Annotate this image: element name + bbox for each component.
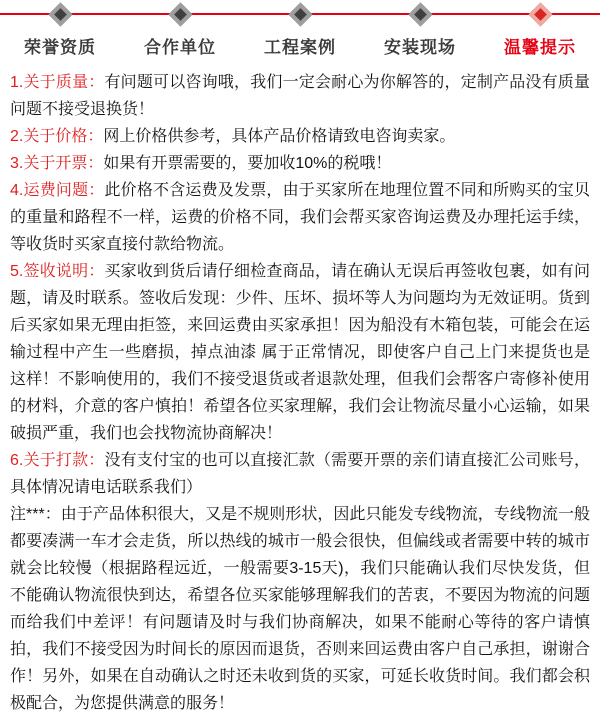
notice-label: 1.关于质量：: [10, 74, 105, 91]
tab-cooperation-units[interactable]: [120, 0, 240, 58]
notice-item-note: [10, 501, 590, 717]
tab-label: 工程案例: [264, 38, 336, 57]
notice-item-quality: [10, 69, 590, 123]
nav-tabs: [0, 0, 600, 58]
diamond-icon: [168, 3, 192, 26]
tips-content: [0, 58, 600, 717]
notice-item-invoice: [10, 150, 590, 177]
notice-label: 5.签收说明：: [10, 263, 105, 280]
diamond-icon: [528, 3, 552, 26]
notice-text: 此价格不含运费及发票，由于买家所在地理位置不同和所购买的宝贝的重量和路程不一样，运费的价格不同，我们会帮买家咨询运费及办理托运手续，等收货时买家直接付款给物流。: [10, 182, 590, 253]
notice-item-receiving: [10, 258, 590, 447]
notice-label: 6.关于打款：: [10, 452, 105, 469]
tab-installation-site[interactable]: [360, 0, 480, 58]
diamond-icon: [48, 3, 72, 26]
notice-label: 4.运费问题：: [10, 182, 105, 199]
notice-item-shipping: [10, 177, 590, 258]
tab-label: 安装现场: [384, 38, 456, 57]
notice-item-price: [10, 123, 590, 150]
tab-label: 荣誉资质: [24, 38, 96, 57]
notice-label: 2.关于价格：: [10, 128, 104, 145]
notice-text: 如果有开票需要的，要加收10%的税哦！: [103, 155, 392, 172]
tab-label: 温馨提示: [504, 38, 576, 57]
diamond-icon: [288, 3, 312, 26]
notice-text: 没有支付宝的也可以直接汇款（需要开票的亲们请直接汇公司账号，具体情况请电话联系我们）: [10, 452, 590, 496]
tab-honor-qualifications[interactable]: [0, 0, 120, 58]
tab-project-cases[interactable]: [240, 0, 360, 58]
notice-label: 3.关于开票：: [10, 155, 104, 172]
notice-text: 网上价格供参考，具体产品价格请致电咨询卖家。: [103, 128, 456, 145]
notice-item-payment: [10, 447, 590, 501]
section-nav: [0, 0, 600, 58]
tab-warm-tips-active[interactable]: [480, 0, 600, 58]
tab-label: 合作单位: [144, 38, 216, 57]
diamond-icon: [408, 3, 432, 26]
note-label: 注***：: [10, 506, 61, 523]
notice-text: 有问题可以咨询哦，我们一定会耐心为你解答的，定制产品没有质量问题不接受退换货！: [10, 74, 590, 118]
notice-text: 买家收到货后请仔细检查商品，请在确认无误后再签收包裹，如有问题，请及时联系。签收后发现：少件、压坏、损坏等人为问题均为无效证明。货到后买家如果无理由拒签，来回运费由买家承担！因为船没有木箱包装，可能会在运输过程中产生一些磨损，掉点油漆 属于正常情况，即使客户自己上门来提货也是这样！不影响使用的，我们不接受退货或者退款处理，但我们会帮客户寄修补使用的材料，介意的客户慎拍！希望各位买家理解，我们会让物流尽量小心运输，如果破损严重，我们也会找物流协商解决！: [10, 263, 590, 442]
note-text: 由于产品体积很大，又是不规则形状，因此只能发专线物流，专线物流一般都要凑满一车才会走货，所以热线的城市一般会很快，但偏线或者需要中转的城市就会比较慢（根据路程远近，一般需要3-15天)，我们只能确认我们尽快发货，但不能确认物流很快到达，希望各位买家能够理解我们的苦衷，不要因为物流的问题而给我们中差评！有问题请及时与我们协商解决，如果不能耐心等待的客户请慎拍，我们不接受因为时间长的原因而退货，否则来回运费由客户自己承担，谢谢合作！另外，如果在自动确认之时还未收到货的买家，可延长收货时间。我们都会积极配合，为您提供满意的服务！: [10, 506, 590, 712]
